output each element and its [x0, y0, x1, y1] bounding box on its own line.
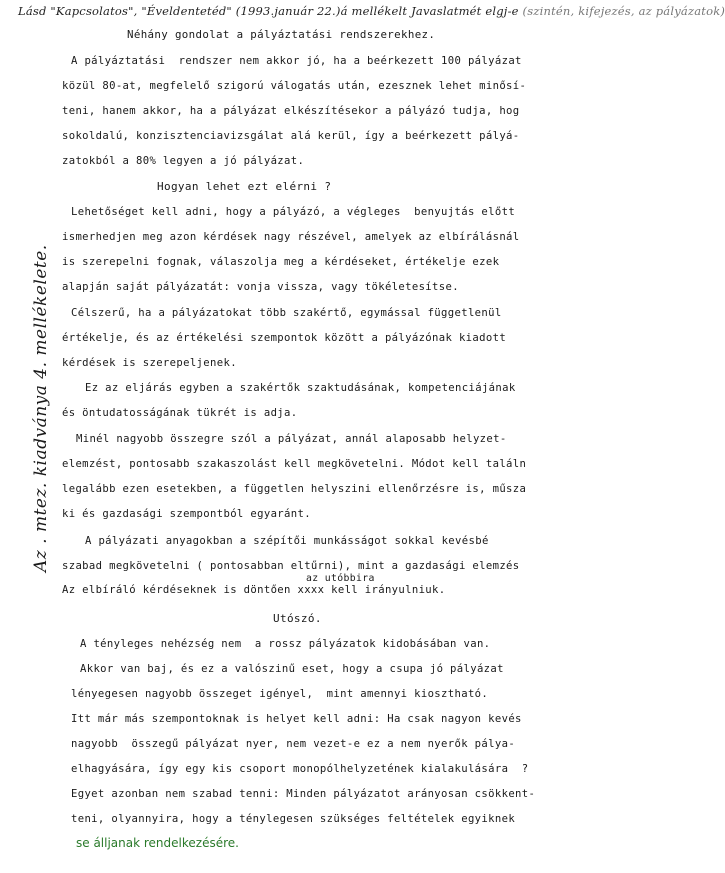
typed-insertion: az utóbbira [306, 573, 375, 584]
text-line: ki és gazdasági szempontból egyaránt. [62, 508, 311, 520]
text-line: és öntudatosságának tükrét is adja. [62, 407, 298, 419]
text-line: Egyet azonban nem szabad tenni: Minden pályázatot arányosan csökkent- [71, 788, 536, 800]
header-note-text: Lásd "Kapcsolatos", "Éveldentetéd" (1993.január 22.)á mellékelt Javaslatmét elgj-e [18, 4, 519, 18]
text-line: nagyobb összegű pályázat nyer, nem vezet-e ez a nem nyerők pálya- [71, 738, 516, 750]
header-note-strike: (szintén, kifejezés, az pályázatok) [522, 4, 725, 18]
text-line: ismerhedjen meg azon kérdések nagy részével, amelyek az elbírálásnál [62, 231, 520, 243]
text-line: Ez az eljárás egyben a szakértők szaktudásának, kompetenciájának [85, 382, 516, 394]
text-line: legalább ezen esetekben, a független helyszini ellenőrzésre is, műsza [62, 483, 527, 495]
question-heading: Hogyan lehet ezt elérni ? [157, 180, 332, 193]
text-line: teni, olyannyira, hogy a ténylegesen szükséges feltételek egyiknek [71, 813, 516, 825]
text-line: értékelje, és az értékelési szempontok között a pályázónak kiadott [62, 332, 507, 344]
text-line: A pályázati anyagokban a szépítői munkásságot sokkal kevésbé [85, 535, 489, 547]
text-line: zatokból a 80% legyen a jó pályázat. [62, 155, 305, 167]
ocr-footer-text: se álljanak rendelkezésére. [76, 836, 239, 850]
text-line: közül 80-at, megfelelő szigorú válogatás után, ezesznek lehet minősí- [62, 80, 527, 92]
text-line: elhagyására, így egy kis csoport monopólhelyzetének kialakulására ? [71, 763, 529, 775]
text-line: lényegesen nagyobb összeget igényel, mint amennyi kiosztható. [71, 688, 489, 700]
text-line: A pályáztatási rendszer nem akkor jó, ha a beérkezett 100 pályázat [71, 55, 522, 67]
text-line: Az elbíráló kérdéseknek is döntően xxxx kell irányulniuk. [62, 584, 446, 596]
document-title: Néhány gondolat a pályáztatási rendszerekhez. [127, 28, 436, 41]
text-line: Célszerű, ha a pályázatokat több szakértő, egymással függetlenül [71, 307, 502, 319]
handwritten-header-note [18, 4, 725, 18]
text-line: elemzést, pontosabb szakaszolást kell megkövetelni. Módot kell találn [62, 458, 527, 470]
section-heading-afterword: Utószó. [273, 612, 322, 625]
text-line: sokoldalú, konzisztenciavizsgálat alá kerül, így a beérkezett pályá- [62, 130, 520, 142]
text-line: kérdések is szerepeljenek. [62, 357, 237, 369]
text-line: alapján saját pályázatát: vonja vissza, vagy tökéletesítse. [62, 281, 459, 293]
text-line: Itt már más szempontoknak is helyet kell adni: Ha csak nagyon kevés [71, 713, 522, 725]
text-line: is szerepelni fognak, válaszolja meg a kérdéseket, értékelje ezek [62, 256, 500, 268]
margin-note-text: Az . mtez. kiadványa 4. mellékelete. [31, 244, 51, 572]
text-line: Akkor van baj, és ez a valószinű eset, hogy a csupa jó pályázat [80, 663, 504, 675]
handwritten-margin-note [16, 208, 56, 576]
text-line: Lehetőséget kell adni, hogy a pályázó, a végleges benyujtás előtt [71, 206, 516, 218]
text-line: szabad megkövetelni ( pontosabban eltűrni), mint a gazdasági elemzés [62, 560, 520, 572]
text-line: teni, hanem akkor, ha a pályázat elkészítésekor a pályázó tudja, hog [62, 105, 520, 117]
text-line: A tényleges nehézség nem a rossz pályázatok kidobásában van. [80, 638, 491, 650]
text-line: Minél nagyobb összegre szól a pályázat, annál alaposabb helyzet- [76, 433, 507, 445]
